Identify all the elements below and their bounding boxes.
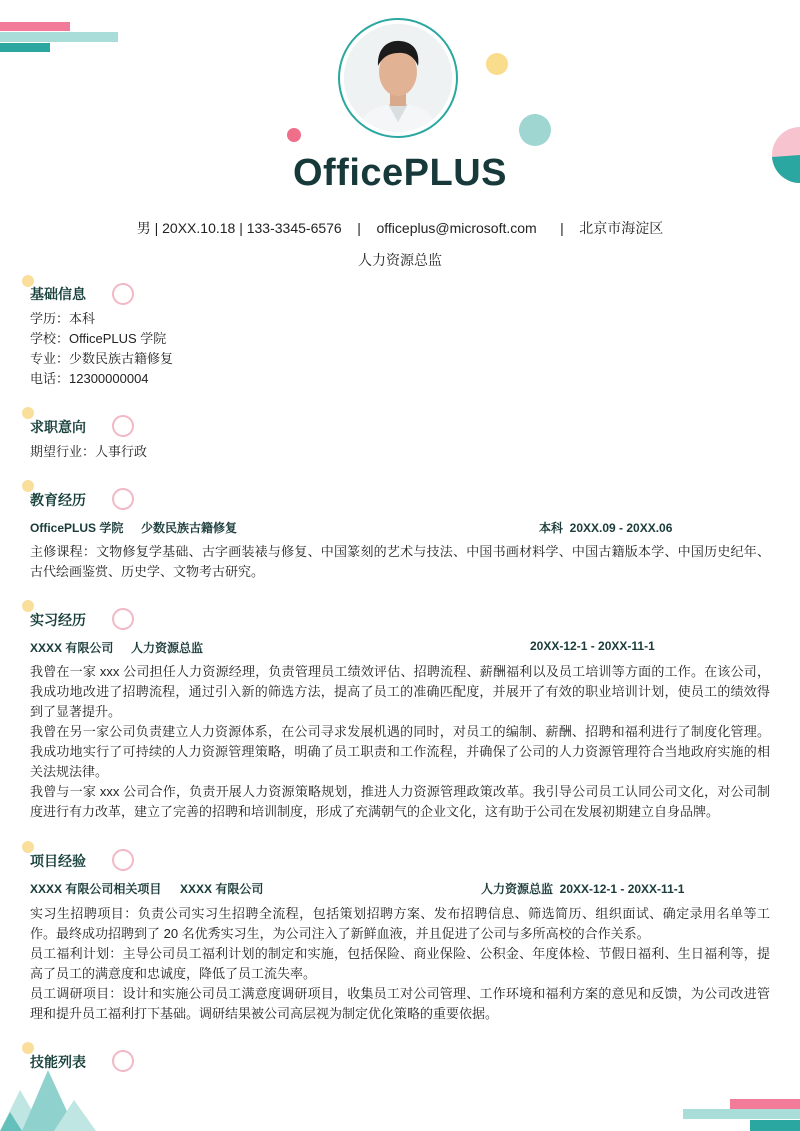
section-title-education: 教育经历 <box>30 492 86 508</box>
section-title-internship: 实习经历 <box>30 612 86 628</box>
portrait-icon <box>344 24 452 132</box>
decor-stripe-pink <box>0 22 70 31</box>
decor-circle-yellow <box>486 53 508 75</box>
section-title-project: 项目经验 <box>30 853 86 869</box>
project-company: XXXX 有限公司 <box>180 882 264 896</box>
decor-circle-teal <box>519 114 551 146</box>
education-courses-text: 主修课程：文物修复学基础、古字画装裱与修复、中国篆刻的艺术与技法、中国书画材料学、中国古籍版本学、中国历史纪年、古代绘画鉴赏、历史学、文物考古研究。 <box>30 544 770 579</box>
section-ring <box>112 1050 134 1072</box>
internship-paragraph: 我曾与一家 xxx 公司合作，负责开展人力资源策略规划，推进人力资源管理政策改革。我引导公司员工认同公司文化，对公司制度进行有力改革，建立了完善的招聘和培训制度，形成了充满朝气的企业文化，这有助于公司在发展初期建立自身品牌。 <box>30 784 770 819</box>
decor-stripe-bottom-light <box>683 1109 800 1119</box>
contact-location: 北京市海淀区 <box>579 220 664 236</box>
contact-separator: | <box>560 220 564 236</box>
basic-item: 学校：OfficePLUS 学院 <box>30 331 167 346</box>
section-ring <box>112 849 134 871</box>
education-major: 少数民族古籍修复 <box>141 521 238 535</box>
contact-email: officeplus@microsoft.com <box>376 220 537 236</box>
decor-stripe-bottom-pink <box>730 1099 800 1109</box>
internship-company: XXXX 有限公司 <box>30 641 114 655</box>
basic-item: 电话：12300000004 <box>30 371 149 386</box>
project-paragraph: 实习生招聘项目：负责公司实习生招聘全流程，包括策划招聘方案、发布招聘信息、筛选简历、组织面试、确定录用名单等工作。最终成功招聘到了 20 名优秀实习生，为公司注入了新鲜血液，并且促进了公司与多所高校的合作关系。 <box>30 906 770 941</box>
decor-stripe-light-teal <box>0 32 118 42</box>
avatar <box>338 18 458 138</box>
section-ring <box>112 488 134 510</box>
internship-paragraph: 我曾在一家 xxx 公司担任人力资源经理，负责管理员工绩效评估、招聘流程、薪酬福利以及员工培训等方面的工作。在该公司，我成功地改进了招聘流程，通过引入新的筛选方法，提高了员工的准确匹配度，并展开了有效的职业培训计划，使员工的绩效得到了显著提升。 <box>30 664 770 719</box>
page-title: OfficePLUS <box>292 152 508 194</box>
section-ring <box>112 608 134 630</box>
avatar-photo <box>344 24 452 132</box>
internship-description <box>30 662 770 822</box>
job-title: 人力资源总监 <box>358 252 442 268</box>
section-title-intent: 求职意向 <box>30 419 86 435</box>
decor-stripe-teal <box>0 43 50 52</box>
project-paragraph: 员工调研项目：设计和实施公司员工满意度调研项目，收集员工对公司管理、工作环境和福利方案的意见和反馈，为公司改进管理和提升员工福利打下基础。调研结果被公司高层视为制定优化策略的重要依据。 <box>30 986 770 1021</box>
basic-item: 学历：本科 <box>30 311 96 326</box>
internship-paragraph: 我曾在另一家公司负责建立人力资源体系，在公司寻求发展机遇的同时，对员工的编制、薪酬、招聘和福利进行了制度化管理。我成功地实行了可持续的人力资源管理策略，明确了员工职责和工作流程，并确保了公司的人力资源管理符合当地政府实施的相关法规法律。 <box>30 724 770 779</box>
project-role-date: 人力资源总监 20XX-12-1 - 20XX-11-1 <box>481 882 685 896</box>
project-description <box>30 904 770 1024</box>
section-ring <box>112 283 134 305</box>
internship-date: 20XX-12-1 - 20XX-11-1 <box>530 639 655 653</box>
project-name: XXXX 有限公司相关项目 <box>30 882 162 896</box>
section-ring <box>112 415 134 437</box>
basic-item: 专业：少数民族古籍修复 <box>30 351 174 366</box>
education-school: OfficePLUS 学院 <box>30 521 124 535</box>
contact-line <box>0 218 800 238</box>
project-paragraph: 员工福利计划：主导公司员工福利计划的制定和实施，包括保险、商业保险、公积金、年度体检、节假日福利、生日福利等，提高了员工的满意度和忠诚度，降低了员工流失率。 <box>30 946 770 981</box>
section-title-skills: 技能列表 <box>30 1054 86 1070</box>
decor-circle-pink <box>287 128 301 142</box>
contact-basic: 男 | 20XX.10.18 | 133-3345-6576 <box>136 220 342 236</box>
education-degree-date: 本科 20XX.09 - 20XX.06 <box>539 521 673 535</box>
education-courses <box>30 542 770 582</box>
contact-separator: | <box>357 220 361 236</box>
decor-stripe-bottom-teal <box>750 1120 800 1131</box>
section-title-basic: 基础信息 <box>30 286 86 302</box>
internship-role: 人力资源总监 <box>131 641 204 655</box>
intent-item: 期望行业：人事行政 <box>30 444 148 459</box>
